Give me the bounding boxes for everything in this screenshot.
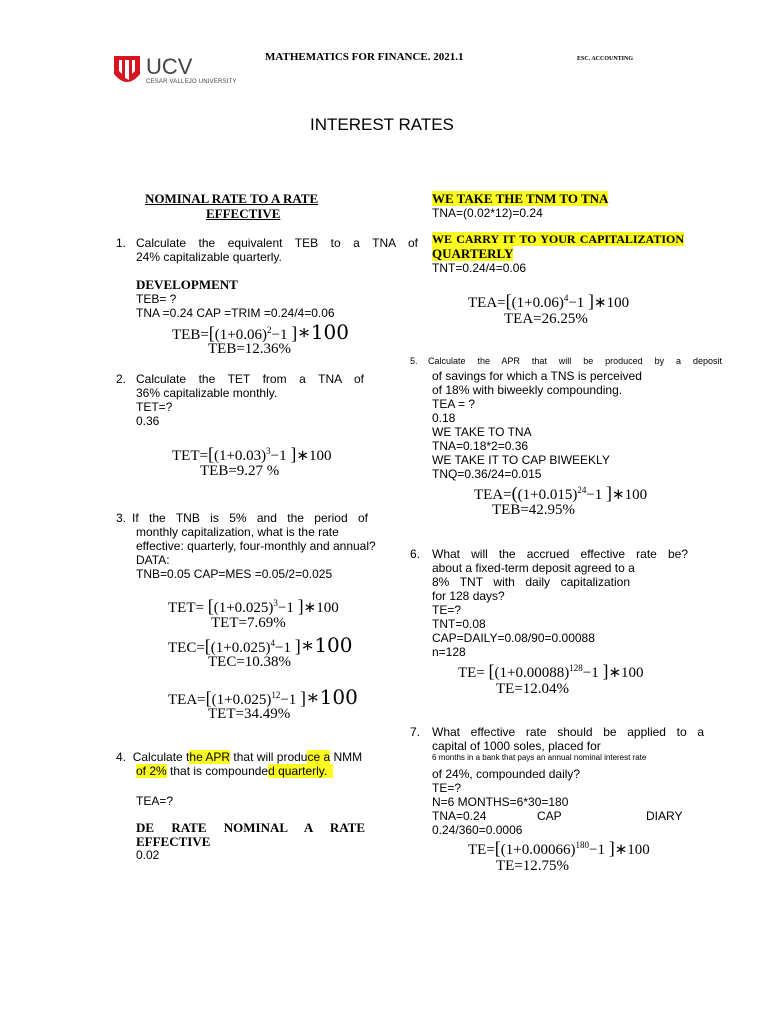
problem-3-data: TNB=0.05 CAP=MES =0.05/2=0.025 [136, 567, 333, 581]
right-heading-2b: QUARTERLY [432, 246, 514, 261]
problem-6-line3: 8% TNT with daily capitalization [432, 575, 630, 589]
problem-6-tnt: TNT=0.08 [432, 617, 486, 631]
problem-7-unknown: TE=? [432, 781, 462, 795]
problem-5-line2: of savings for which a TNS is perceived [432, 369, 642, 383]
problem-2-line1: Calculate the TET from a TNA of [136, 372, 364, 386]
problem-3-formula-tea: $TEA=[(1+0.025)^{12}-1$ ]∗100 [168, 685, 358, 709]
problem-3-result-tea: TET=34.49% [208, 706, 291, 722]
problem-5-formula: $TEA=((1+0.015)^{24}-1$ ]∗100 [474, 483, 648, 503]
problem-2-unknown: TET=? [136, 400, 173, 414]
problem-3-result-tet: TET=7.69% [211, 615, 286, 631]
problem-7-number: 7. [410, 725, 421, 739]
ucv-logo [110, 52, 250, 92]
problem-2-result: TEB=9.27 % [200, 463, 280, 479]
problem-1-formula: $TEB=[(1+0.06)^2-1$ ]∗100 [172, 320, 349, 344]
logo-text: UCV [146, 54, 193, 79]
problem-5-step2: WE TAKE IT TO CAP BIWEEKLY [432, 453, 610, 467]
problem-1-line1: Calculate the equivalent TEB to a TNA of [136, 236, 418, 250]
problem-7-rate: 0.24/360=0.0006 [432, 823, 523, 837]
problem-4-value: 0.02 [136, 848, 160, 862]
problem-3-line2: monthly capitalization, what is the rate [136, 525, 339, 539]
problem-3-line3: effective: quarterly, four-monthly and annual? [136, 539, 376, 553]
problem-1-unknown: TEB= ? [136, 292, 177, 306]
problem-3-result-tec: TEC=10.38% [208, 654, 292, 670]
problem-1-result: TEB=12.36% [208, 341, 292, 357]
problem-6-days: for 128 days? [432, 589, 505, 603]
section-heading-line2: EFFECTIVE [206, 206, 281, 221]
problem-6-line2: about a fixed-term deposit agreed to a [432, 561, 635, 575]
problem-6-n: n=128 [432, 645, 466, 659]
problem-5-value: 0.18 [432, 411, 456, 425]
section-heading-line1: NOMINAL RATE TO A RATE [145, 191, 319, 206]
right-result-tea: TEA=26.25% [504, 311, 588, 327]
problem-1-number: 1. [116, 236, 127, 250]
problem-5-number: 5. [410, 356, 418, 366]
section-heading [145, 191, 335, 221]
problem-4-bold-line1: DE RATE NOMINAL A RATE [136, 820, 365, 835]
problem-2-data: 0.36 [136, 414, 160, 428]
right-line-tnt: TNT=0.24/4=0.06 [432, 261, 527, 275]
problem-7-line2: capital of 1000 soles, placed for [432, 739, 601, 753]
problem-5-tnq: TNQ=0.36/24=0.015 [432, 467, 542, 481]
problem-2-formula: $TET=[(1+0.03)^3-1$ ]∗100 [172, 444, 332, 464]
ucv-shield-icon [112, 54, 142, 90]
problem-4-line2: of 2% that is compounded quarterly. [136, 764, 333, 778]
problem-7-formula: $TE=[(1+0.00066)^{180}-1$ ]∗100 [468, 838, 650, 858]
problem-7-result: TE=12.75% [496, 858, 570, 874]
problem-7-line1: What effective rate should be applied to a [432, 725, 704, 739]
problem-2-line2: 36% capitalizable monthly. [136, 386, 278, 400]
problem-5-line3: of 18% with biweekly compounding. [432, 383, 623, 397]
problem-6-unknown: TE=? [432, 603, 462, 617]
problem-2-number: 2. [116, 372, 127, 386]
problem-5-step1: WE TAKE TO TNA [432, 425, 532, 439]
right-formula-tea: $TEA=[(1+0.06)^4-1$ ]∗100 [468, 291, 630, 311]
problem-3-data-label: DATA: [136, 553, 170, 567]
problem-6-formula: $TE= [(1+0.00088)^{128}-1$ ]∗100 [458, 661, 644, 681]
problem-5-result: TEB=42.95% [492, 502, 576, 518]
problem-1-line2: 24% capitalizable quarterly. [136, 250, 282, 264]
problem-7-line4: of 24%, compounded daily? [432, 767, 581, 781]
problem-7-n: N=6 MONTHS=6*30=180 [432, 795, 569, 809]
right-heading-1: WE TAKE THE TNM TO TNA [432, 191, 609, 206]
development-label: DEVELOPMENT [136, 277, 238, 292]
problem-3-line1: If the TNB is 5% and the period of [132, 511, 368, 525]
problem-6-line1: What will the accrued effective rate be? [432, 547, 688, 561]
problem-3-formula-tec: $TEC=[(1+0.025)^4-1$ ]∗100 [168, 633, 353, 657]
problem-6-cap: CAP=DAILY=0.08/90=0.00088 [432, 631, 595, 645]
problem-4-unknown: TEA=? [136, 794, 174, 808]
problem-5-tna: TNA=0.18*2=0.36 [432, 439, 529, 453]
page-title: INTEREST RATES [310, 115, 454, 134]
problem-3-number: 3. [116, 511, 127, 525]
problem-6-result: TE=12.04% [496, 681, 570, 697]
problem-4-line1: 4. Calculate the APR that will produce a NMM [116, 750, 363, 764]
problem-5-line1: Calculate the APR that will be produced by a deposit [428, 356, 722, 366]
problem-7-line3: 6 months in a bank that pays an annual nominal interest rate [432, 753, 647, 762]
school-name: ESC. ACCOUNTING [577, 56, 634, 62]
problem-7-diary: DIARY [646, 809, 683, 823]
problem-4-bold-line2: EFFECTIVE [136, 834, 211, 849]
right-line-tna: TNA=(0.02*12)=0.24 [432, 206, 543, 220]
course-title: MATHEMATICS FOR FINANCE. 2021.1 [265, 51, 464, 63]
problem-5-unknown: TEA = ? [432, 397, 476, 411]
right-heading-2a: WE CARRY IT TO YOUR CAPITALIZATION [432, 232, 684, 246]
problem-7-tna: TNA=0.24 [432, 809, 487, 823]
problem-6-number: 6. [410, 547, 421, 561]
problem-7-cap: CAP [537, 809, 562, 823]
logo-subtitle: CESAR VALLEJO UNIVERSITY [146, 79, 237, 85]
problem-1-data: TNA =0.24 CAP =TRIM =0.24/4=0.06 [136, 306, 335, 320]
problem-3-formula-tet: $TET= [(1+0.025)^3-1$ ]∗100 [168, 596, 339, 616]
